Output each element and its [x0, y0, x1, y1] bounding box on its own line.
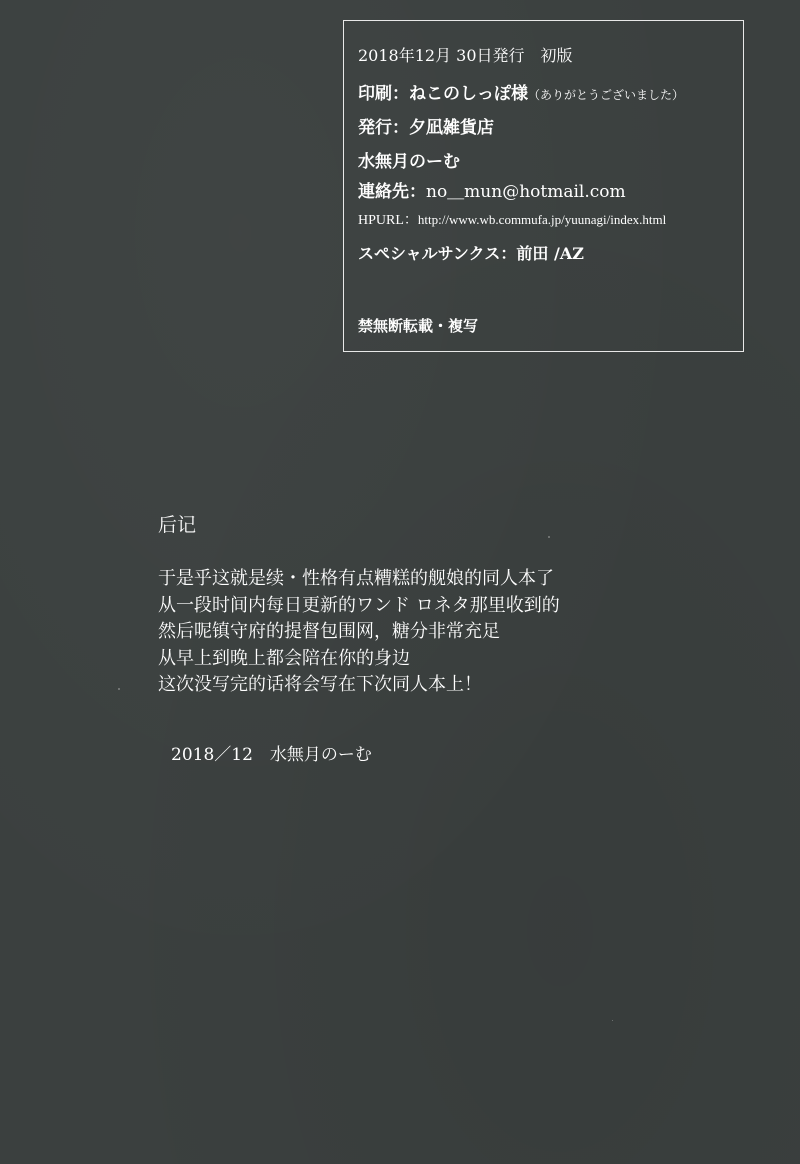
- homepage-url-line: [358, 209, 666, 229]
- printer-note: （ありがとうございました）: [528, 88, 685, 102]
- printer-line: [358, 79, 684, 104]
- contact-line: [358, 177, 626, 202]
- publication-date-line: 2018年12月 30日発行 初版: [358, 46, 573, 65]
- dust-speck: [118, 688, 120, 690]
- url-value: http://www.wb.commufa.jp/yuunagi/index.html: [417, 212, 667, 227]
- printer-label: 印刷：: [358, 84, 409, 104]
- author-line: 水無月のーむ: [358, 152, 460, 172]
- dust-speck: [548, 536, 550, 538]
- afterword-line: 从一段时间内每日更新的ワンド ロネタ那里收到的: [158, 594, 560, 616]
- afterword-line: 这次没写完的话将会写在下次同人本上！: [158, 674, 482, 695]
- afterword-line: 于是乎这就是续・性格有点糟糕的舰娘的同人本了: [158, 568, 554, 589]
- afterword-body: [158, 566, 560, 699]
- copyright-notice: 禁無断転載・複写: [358, 317, 479, 335]
- dust-speck: [612, 1020, 613, 1021]
- printer-name: ねこのしっぽ様: [409, 84, 528, 104]
- afterword-line: 从早上到晚上都会陪在你的身边: [158, 647, 410, 669]
- url-label: HPURL：: [358, 213, 418, 228]
- colophon-box: [343, 20, 744, 352]
- afterword-line: 然后呢镇守府的提督包围网，糖分非常充足: [158, 621, 500, 642]
- publisher-line: 発行：夕凪雑貨店: [358, 118, 494, 138]
- contact-email: no＿mun@hotmail.com: [426, 182, 626, 202]
- special-thanks-line: スペシャルサンクス：前田 /AZ: [358, 244, 584, 263]
- afterword-signature: 2018／12 水無月のーむ: [171, 745, 372, 765]
- afterword-title: 后记: [158, 514, 197, 536]
- contact-label: 連絡先：: [358, 182, 426, 202]
